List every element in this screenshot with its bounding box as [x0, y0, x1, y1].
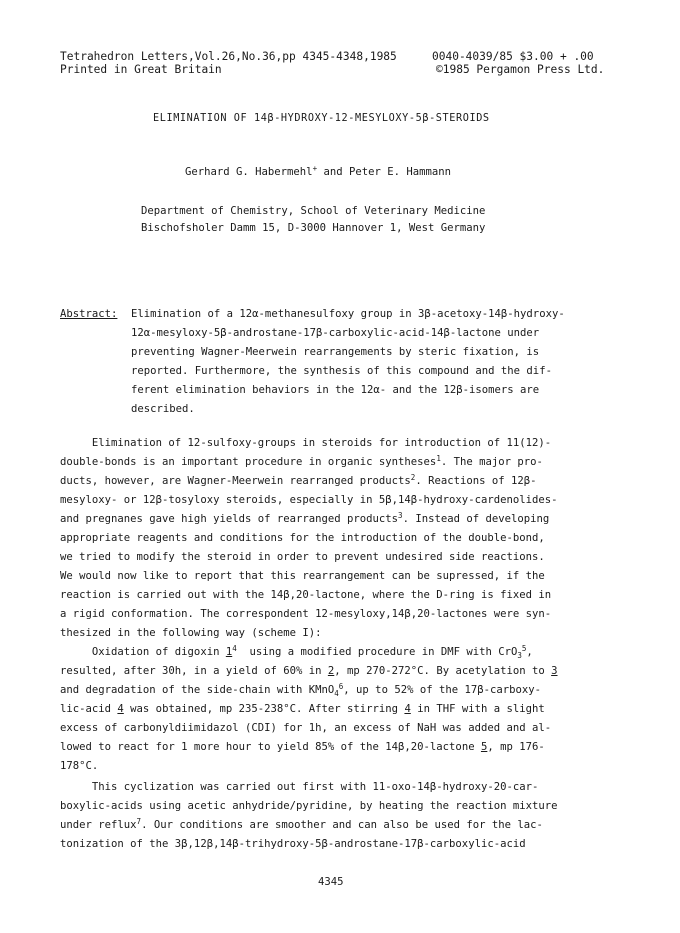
body-line: We would now like to report that this rearrangement can be supressed, if the [60, 570, 545, 582]
compound-number: 3 [551, 665, 558, 677]
author-line [185, 166, 451, 179]
author-1: Gerhard G. Habermehl [185, 166, 313, 178]
body-text: and pregnanes gave high yields of rearranged products [60, 513, 399, 525]
reference-marker: 1 [436, 454, 441, 463]
body-text: , mp 270-272°C. By acetylation to [334, 665, 552, 677]
body-line: we tried to modify the steroid in order to prevent undesired side reactions. [60, 551, 545, 563]
abstract-line: preventing Wagner-Meerwein rearrangements by steric fixation, is [131, 346, 540, 358]
author-dagger: + [312, 164, 318, 173]
body-line: appropriate reagents and conditions for the introduction of the double-bond, [60, 532, 545, 544]
body-line [60, 684, 541, 697]
abstract-line: described. [131, 403, 195, 415]
body-text: using a modified procedure in DMF with CrO [236, 646, 518, 658]
affiliation-department: Department of Chemistry, School of Veterinary Medicine [141, 205, 486, 217]
journal-citation: Tetrahedron Letters,Vol.26,No.36,pp 4345-4348,1985 [60, 50, 397, 63]
body-line: mesyloxy- or 12β-tosyloxy steroids, especially in 5β,14β-hydroxy-cardenolides- [60, 494, 558, 506]
body-text: , mp 176- [487, 741, 545, 753]
body-text: . Reactions of 12β- [415, 475, 537, 487]
body-text: lic-acid [60, 703, 118, 715]
body-line: boxylic-acids using acetic anhydride/pyridine, by heating the reaction mixture [60, 800, 558, 812]
printed-location: Printed in Great Britain [60, 63, 222, 76]
compound-number: 4 [404, 703, 411, 715]
body-text: double-bonds is an important procedure in organic syntheses [60, 456, 437, 468]
abstract-line: 12α-mesyloxy-5β-androstane-17β-carboxylic-acid-14β-lactone under [131, 327, 540, 339]
body-line: thesized in the following way (scheme I): [60, 627, 322, 639]
body-line [60, 646, 533, 659]
abstract-line: Elimination of a 12α-methanesulfoxy group in 3β-acetoxy-14β-hydroxy- [131, 308, 565, 320]
body-line [60, 819, 543, 832]
body-line: 178°C. [60, 760, 99, 772]
reference-marker: 2 [410, 473, 416, 482]
body-text: Oxidation of digoxin [60, 646, 226, 658]
body-text: under reflux [60, 819, 137, 831]
body-text: in THF with a slight [410, 703, 545, 715]
body-line [60, 703, 545, 716]
abstract-label: Abstract: [60, 308, 118, 320]
body-text: , [526, 646, 533, 658]
body-line: a rigid conformation. The correspondent 12-mesyloxy,14β,20-lactones were syn- [60, 608, 552, 620]
abstract-line: reported. Furthermore, the synthesis of this compound and the dif- [131, 365, 552, 377]
body-line [60, 475, 537, 488]
affiliation-address: Bischofsholer Damm 15, D-3000 Hannover 1, West Germany [141, 222, 486, 234]
compound-number: 2 [327, 665, 335, 677]
body-text: and degradation of the side-chain with KMnO [60, 684, 335, 696]
body-line [60, 456, 543, 469]
author-2: and Peter E. Hammann [317, 166, 452, 178]
compound-number: 4 [117, 703, 124, 715]
body-text: . The major pro- [440, 456, 543, 468]
paper-title: ELIMINATION OF 14β-HYDROXY-12-MESYLOXY-5β-STEROIDS [153, 113, 490, 124]
body-text: . Instead of developing [402, 513, 550, 525]
body-text: , up to 52% of the 17β-carboxy- [343, 684, 542, 696]
page-number: 4345 [318, 876, 344, 888]
reference-marker: 3 [398, 511, 403, 520]
reference-marker: 4 [232, 644, 237, 653]
compound-number: 5 [480, 741, 488, 753]
subscript: 4 [334, 689, 339, 698]
body-line: This cyclization was carried out first with 11-oxo-14β-hydroxy-20-car- [60, 781, 539, 793]
body-text: resulted, after 30h, in a yield of 60% in [60, 665, 328, 677]
price-code: 0040-4039/85 $3.00 + .00 [432, 50, 594, 63]
body-line [60, 513, 549, 526]
body-text: . Our conditions are smoother and can also be used for the lac- [141, 819, 543, 831]
body-line: tonization of the 3β,12β,14β-trihydroxy-5β-androstane-17β-carboxylic-acid [60, 838, 526, 850]
body-text: was obtained, mp 235-238°C. After stirring [123, 703, 405, 715]
body-line [60, 741, 545, 754]
abstract-line: ferent elimination behaviors in the 12α- and the 12β-isomers are [131, 384, 540, 396]
reference-marker: 7 [136, 817, 142, 826]
body-line [60, 665, 558, 678]
body-line: excess of carbonyldiimidazol (CDI) for 1h, an excess of NaH was added and al- [60, 722, 552, 734]
compound-number: 1 [225, 646, 233, 658]
reference-marker: 6 [338, 682, 344, 691]
body-text: lowed to react for 1 more hour to yield 85% of the 14β,20-lactone [60, 741, 481, 753]
subscript: 3 [517, 651, 522, 660]
body-text: ducts, however, are Wagner-Meerwein rearranged products [60, 475, 411, 487]
body-line: reaction is carried out with the 14β,20-lactone, where the D-ring is fixed in [60, 589, 552, 601]
body-line: Elimination of 12-sulfoxy-groups in steroids for introduction of 11(12)- [60, 437, 552, 449]
copyright-notice: ©1985 Pergamon Press Ltd. [436, 63, 605, 76]
reference-marker: 5 [521, 644, 527, 653]
